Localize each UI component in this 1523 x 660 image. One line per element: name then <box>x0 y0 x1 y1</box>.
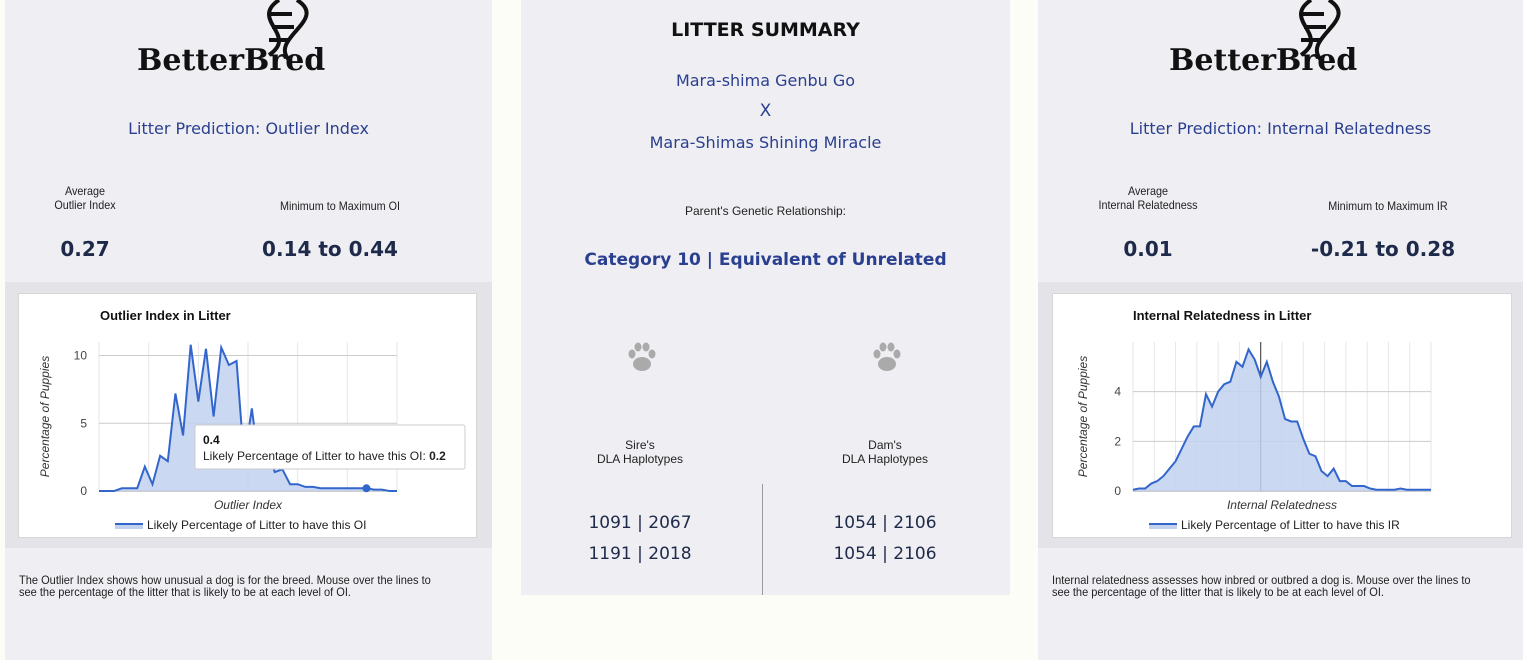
y-tick-label: 2 <box>1114 434 1121 449</box>
tooltip <box>195 425 465 469</box>
y-axis-label: Percentage of Puppies <box>38 355 52 478</box>
page-title: LITTER SUMMARY <box>671 19 860 41</box>
litter-summary-panel <box>521 0 1010 595</box>
y-axis-label: Percentage of Puppies <box>1076 355 1090 478</box>
y-tick-label: 10 <box>73 348 87 363</box>
dam-haplotype-1: 1054 | 2106 <box>833 513 937 533</box>
relationship-value: Category 10 | Equivalent of Unrelated <box>584 250 947 270</box>
paw-icon <box>870 340 904 374</box>
hover-point <box>362 484 370 492</box>
divider <box>762 484 763 595</box>
y-tick-label: 0 <box>1114 484 1121 498</box>
svg-text:BetterBred: BetterBred <box>136 43 325 78</box>
relatedness-chart[interactable] <box>1052 293 1512 538</box>
legend-label: Likely Percentage of Litter to have this IR <box>1181 518 1400 532</box>
chart-area <box>1038 282 1523 548</box>
outlier-index-panel <box>5 0 492 660</box>
sire-haplotype-2: 1191 | 2018 <box>588 544 692 564</box>
chart-area <box>5 282 492 548</box>
chart-description: The Outlier Index shows how unusual a dog is for the breed. Mouse over the lines to see the percentage of the litter that is likely to be at each level of OI. <box>19 573 431 599</box>
chart-title: Internal Relatedness in Litter <box>1133 308 1312 323</box>
prediction-title: Litter Prediction: Internal Relatedness <box>1129 119 1432 138</box>
sire-haplotype-1: 1091 | 2067 <box>588 513 692 533</box>
average-label: Average Internal Relatedness <box>1098 184 1198 212</box>
dam-haplotypes-label: Dam's DLA Haplotypes <box>841 438 929 466</box>
legend-label: Likely Percentage of Litter to have this OI <box>147 518 367 532</box>
prediction-title: Litter Prediction: Outlier Index <box>128 119 369 138</box>
svg-text:BetterBred: BetterBred <box>1168 43 1357 78</box>
chart-description: Internal relatedness assesses how inbred or outbred a dog is. Mouse over the lines to see the percentage of the litter that is likely to be at each level of OI. <box>1052 573 1471 599</box>
sire-name-link[interactable]: Mara-shima Genbu Go <box>675 71 856 90</box>
dam-name-link[interactable]: Mara-Shimas Shining Miracle <box>649 133 882 152</box>
average-value: 0.27 <box>60 237 110 261</box>
average-value: 0.01 <box>1123 237 1173 261</box>
tooltip-text: Likely Percentage of Litter to have this OI: 0.2 <box>203 449 446 463</box>
internal-relatedness-panel <box>1038 0 1523 660</box>
paw-icon <box>625 340 659 374</box>
relationship-label: Parent's Genetic Relationship: <box>684 204 847 218</box>
y-tick-label: 5 <box>80 416 87 431</box>
x-axis-label: Internal Relatedness <box>1226 498 1338 512</box>
tooltip-y-value: 0.2 <box>429 449 446 463</box>
chart-title: Outlier Index in Litter <box>100 308 231 323</box>
y-tick-label: 4 <box>1114 384 1121 399</box>
y-tick-label: 0 <box>80 484 87 498</box>
betterbred-logo <box>1161 0 1401 80</box>
outlier-chart[interactable] <box>18 293 477 538</box>
tooltip-x-value: 0.4 <box>203 433 220 447</box>
cross-symbol: X <box>759 101 772 121</box>
sire-haplotypes-label: Sire's DLA Haplotypes <box>596 438 684 466</box>
range-value: -0.21 to 0.28 <box>1310 237 1456 261</box>
dam-haplotype-2: 1054 | 2106 <box>833 544 937 564</box>
range-label: Minimum to Maximum OI <box>279 199 401 213</box>
average-label: Average Outlier Index <box>54 184 116 212</box>
range-value: 0.14 to 0.44 <box>262 237 398 261</box>
range-label: Minimum to Maximum IR <box>1328 199 1448 213</box>
betterbred-logo <box>129 0 369 80</box>
x-axis-label: Outlier Index <box>213 498 283 512</box>
